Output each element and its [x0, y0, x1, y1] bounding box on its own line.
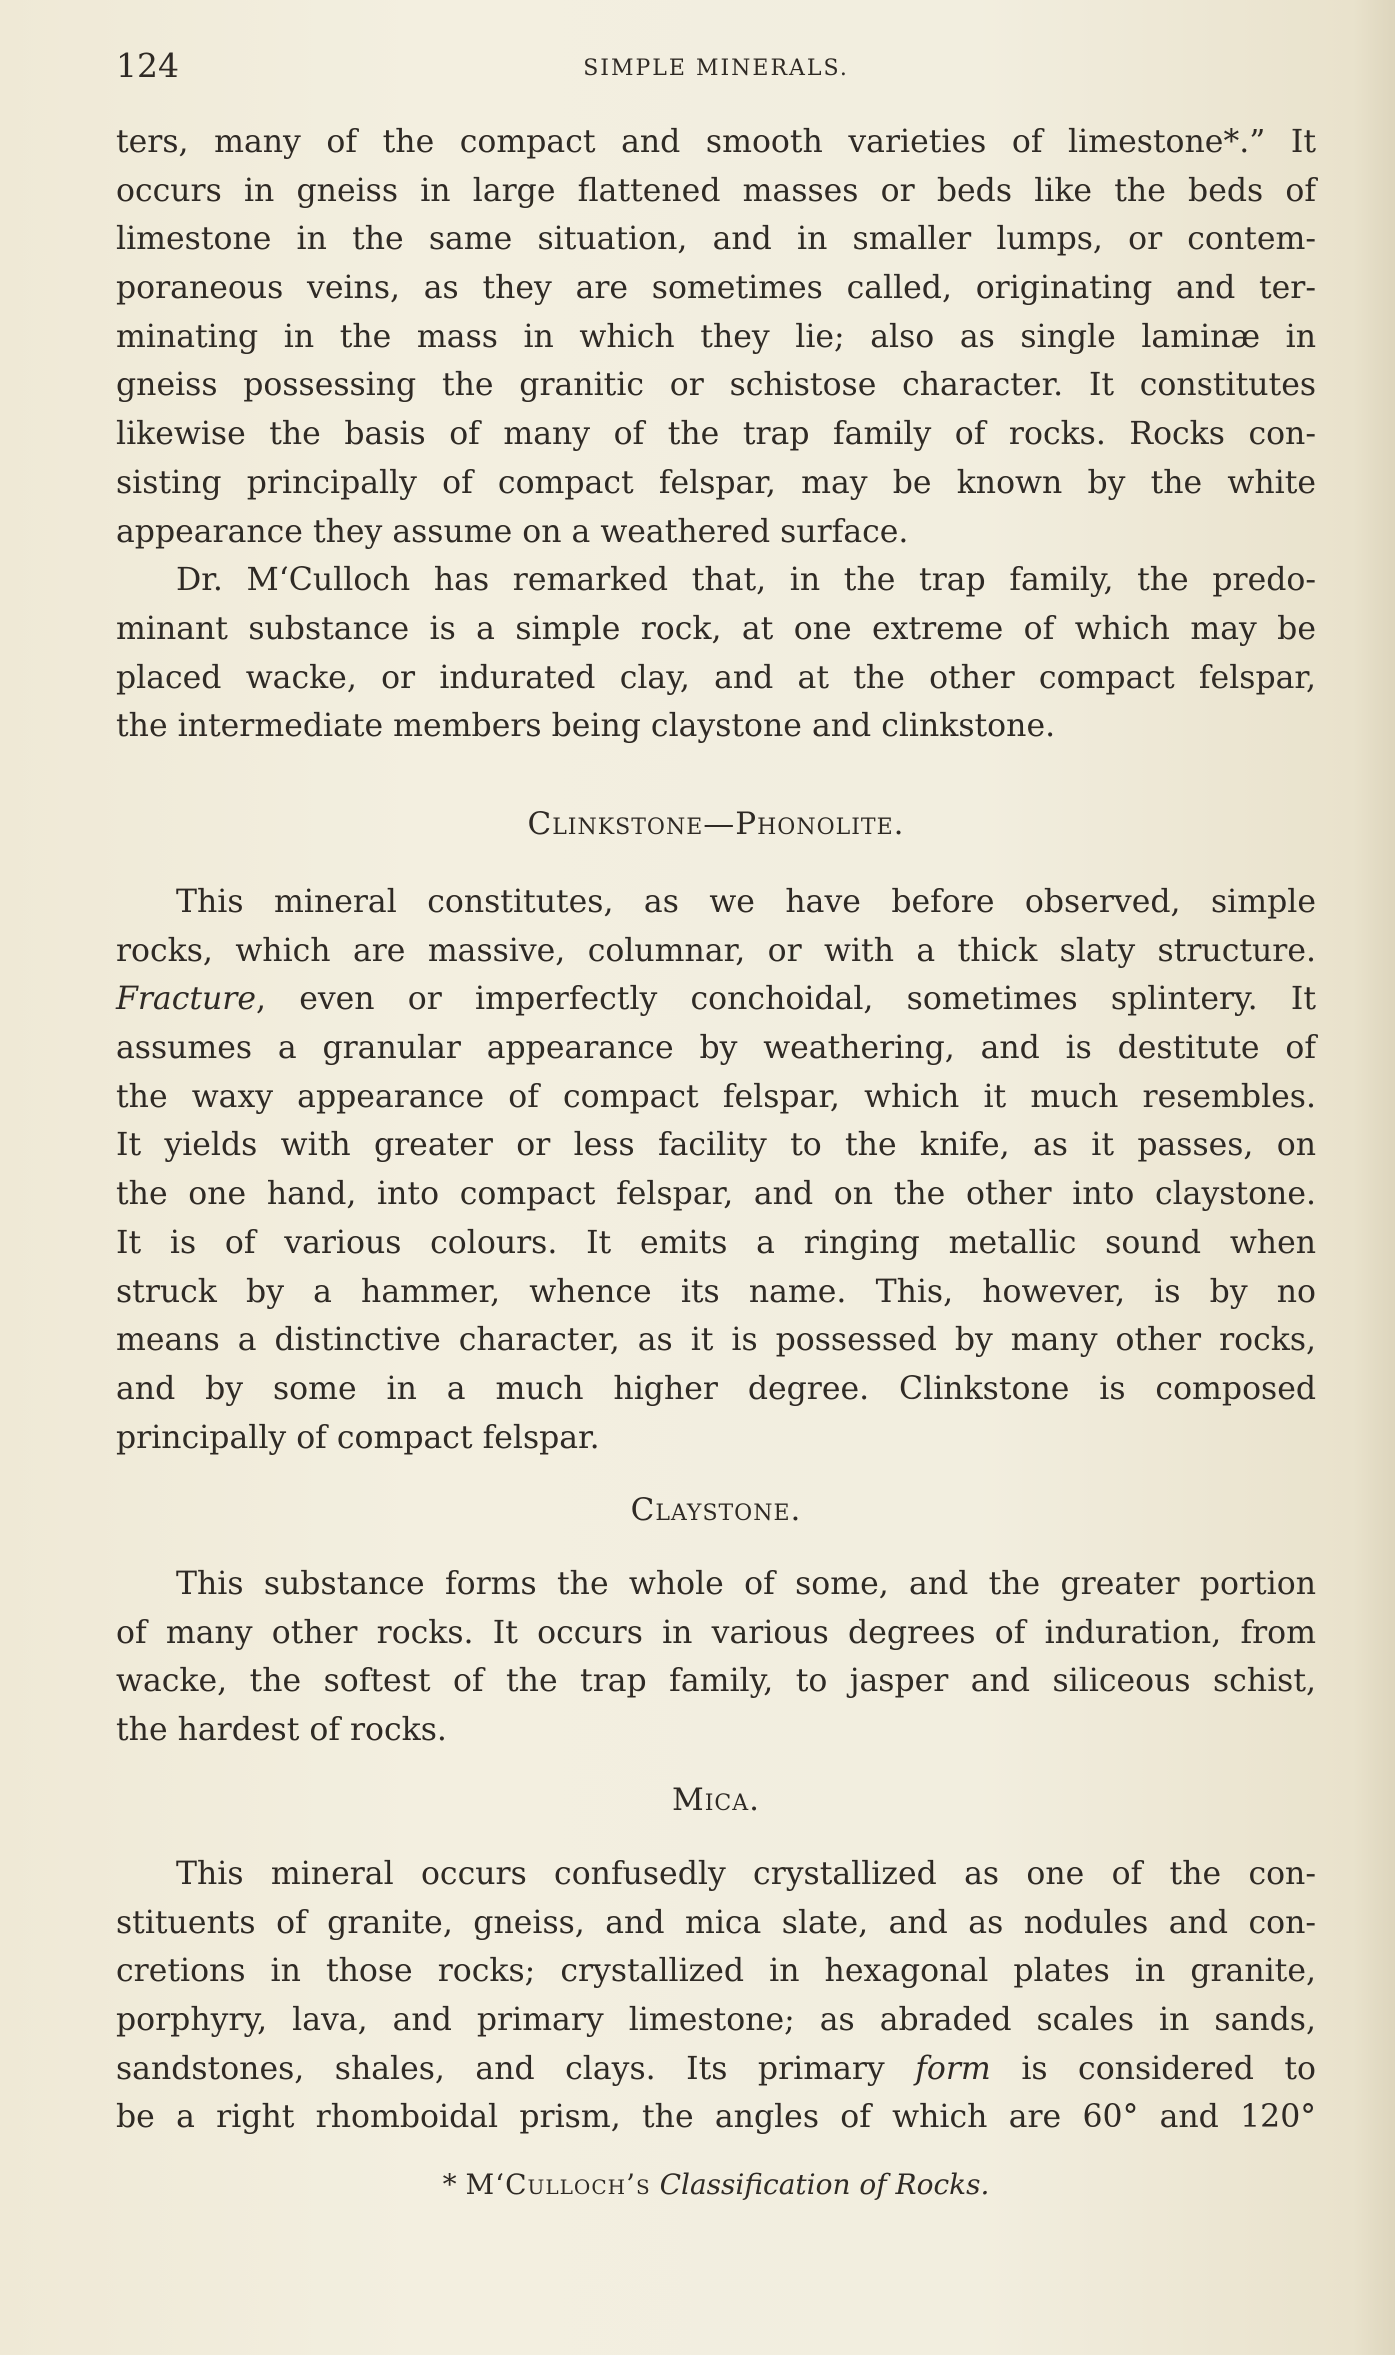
- text-line: rocks, which are massive, columnar, or with a thick slaty structure.: [116, 932, 1316, 969]
- text-line: poraneous veins, as they are sometimes called, originating and ter-: [116, 270, 1316, 307]
- running-title: SIMPLE MINERALS.: [583, 56, 849, 81]
- text-line: This mineral constitutes, as we have before observed, simple: [176, 884, 1316, 920]
- text-line: and by some in a much higher degree. Clinkstone is composed: [116, 1370, 1316, 1407]
- footnote-author: M‘Culloch’s: [465, 2168, 651, 2201]
- text-line: the one hand, into compact felspar, and on the other into claystone.: [116, 1176, 1316, 1213]
- section-heading-claystone: Claystone.: [630, 1492, 802, 1528]
- text-line: the waxy appearance of compact felspar, which it much resembles.: [116, 1078, 1316, 1115]
- running-head: [116, 46, 1316, 90]
- text-line: [116, 975, 1316, 1024]
- text-line: the intermediate members being claystone and clinkstone.: [116, 708, 1056, 745]
- text-fragment: , even or imperfectly conchoidal, sometimes splintery. It: [255, 981, 1316, 1018]
- claystone-paragraph: [116, 1560, 1316, 1755]
- text-line: assumes a granular appearance by weathering, and is destitute of: [116, 1030, 1316, 1067]
- text-line: struck by a hammer, whence its name. This, however, is by no: [116, 1273, 1316, 1310]
- text-line: porphyry, lava, and primary limestone; as abraded scales in sands,: [116, 2002, 1316, 2039]
- text-line: limestone in the same situation, and in smaller lumps, or contem-: [116, 221, 1316, 258]
- text-line: placed wacke, or indurated clay, and at the other compact felspar,: [116, 659, 1316, 696]
- text-line: be a right rhomboidal prism, the angles of which are 60° and 120°: [116, 2099, 1316, 2136]
- text-fragment: sandstones, shales, and clays. Its primary: [116, 2050, 885, 2087]
- text-line: gneiss possessing the granitic or schistose character. It constitutes: [116, 367, 1316, 404]
- text-fragment: is considered to: [1021, 2050, 1316, 2087]
- text-line: cretions in those rocks; crystallized in hexagonal plates in granite,: [116, 1953, 1316, 1990]
- text-line: [116, 2045, 1316, 2094]
- text-line: Dr. M‘Culloch has remarked that, in the trap family, the predo-: [176, 562, 1316, 599]
- text-line: This mineral occurs confusedly crystallized as one of the con-: [176, 1856, 1316, 1892]
- text-line: ters, many of the compact and smooth varieties of limestone*.” It: [116, 124, 1316, 160]
- text-line: occurs in gneiss in large flattened masses or beds like the beds of: [116, 172, 1316, 209]
- text-line: means a distinctive character, as it is possessed by many other rocks,: [116, 1322, 1316, 1359]
- text-line: principally of compact felspar.: [116, 1419, 600, 1456]
- footnote-marker: *: [442, 2168, 457, 2201]
- text-line: minating in the mass in which they lie; also as single laminæ in: [116, 318, 1316, 355]
- text-line: minant substance is a simple rock, at one extreme of which may be: [116, 610, 1316, 647]
- text-line: This substance forms the whole of some, and the greater portion: [176, 1566, 1316, 1602]
- section-heading-clinkstone: Clinkstone—Phonolite.: [527, 806, 905, 842]
- text-line: appearance they assume on a weathered surface.: [116, 513, 909, 550]
- clinkstone-paragraph: [116, 878, 1316, 1462]
- footnote-title: Classification of Rocks.: [659, 2168, 990, 2201]
- section-heading-mica: Mica.: [671, 1782, 760, 1818]
- intro-paragraph: [116, 118, 1316, 751]
- italic-term-form: form: [915, 2050, 991, 2087]
- page-number: 124: [116, 46, 179, 85]
- text-line: It yields with greater or less facility to the knife, as it passes, on: [116, 1127, 1316, 1164]
- italic-term-fracture: Fracture: [116, 981, 256, 1018]
- footnote: [116, 2168, 1316, 2201]
- text-line: wacke, the softest of the trap family, to jasper and siliceous schist,: [116, 1663, 1316, 1700]
- text-line: It is of various colours. It emits a ringing metallic sound when: [116, 1224, 1316, 1261]
- text-line: the hardest of rocks.: [116, 1712, 447, 1749]
- text-line: of many other rocks. It occurs in various degrees of induration, from: [116, 1614, 1316, 1651]
- text-line: likewise the basis of many of the trap family of rocks. Rocks con-: [116, 416, 1316, 453]
- text-line: stituents of granite, gneiss, and mica slate, and as nodules and con-: [116, 1904, 1316, 1941]
- text-line: sisting principally of compact felspar, may be known by the white: [116, 464, 1316, 501]
- mica-paragraph: [116, 1850, 1316, 2142]
